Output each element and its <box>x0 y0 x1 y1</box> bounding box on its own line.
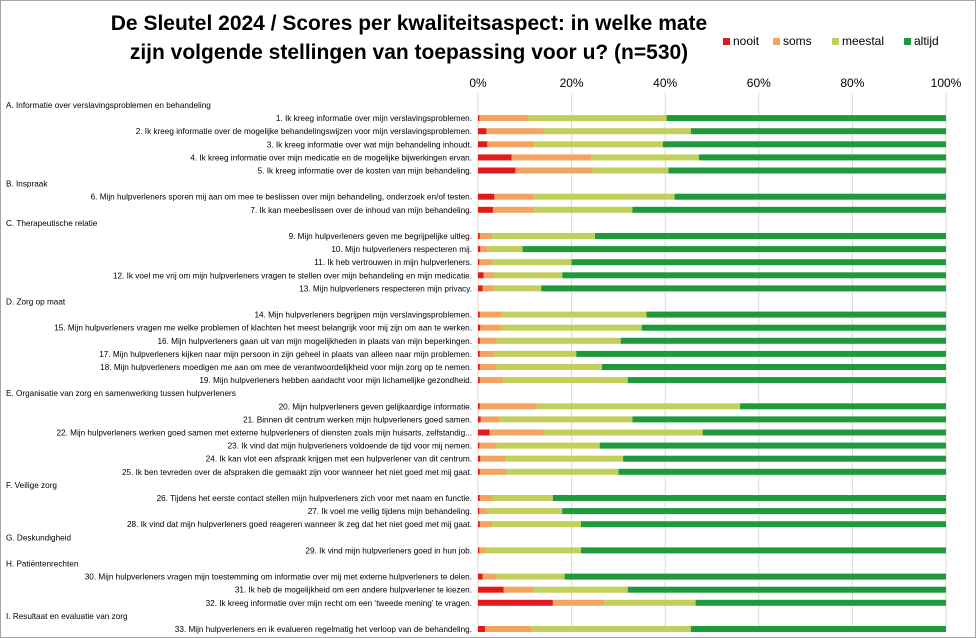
bar-segment-meestal <box>604 600 695 606</box>
bar-segment-soms <box>480 364 497 370</box>
bar-segment-altijd <box>553 495 946 501</box>
item-label: 32. Ik kreeg informatie over mijn recht om een ‘tweede mening’ te vragen. <box>205 598 472 608</box>
bar-segment-altijd <box>621 338 946 344</box>
legend-swatch <box>723 38 730 45</box>
item-label: 14. Mijn hulpverleners begrijpen mijn verslavingsproblemen. <box>254 310 472 320</box>
bar-segment-soms <box>484 272 495 278</box>
bar-segment-meestal <box>504 377 628 383</box>
legend-label: meestal <box>842 34 885 48</box>
item-label: 30. Mijn hulpverleners vragen mijn toestemming om informatie over mij met externe hulpverleners te delen. <box>84 572 472 582</box>
bar-segment-meestal <box>492 495 553 501</box>
bar-segment-nooit <box>478 521 480 527</box>
item-label: 22. Mijn hulpverleners werken goed samen met externe hulpverleners of diensten zoals mijn huisarts, zelfstandig... <box>56 428 472 438</box>
bar-segment-nooit <box>478 430 490 436</box>
bar-segment-soms <box>515 168 592 174</box>
bar-segment-nooit <box>478 626 485 632</box>
x-tick-label: 60% <box>746 76 771 90</box>
bar-segment-meestal <box>487 508 562 514</box>
bar-segment-nooit <box>478 416 481 422</box>
bar-segment-nooit <box>478 194 494 200</box>
bar-segment-altijd <box>740 403 946 409</box>
bar-segment-nooit <box>478 547 479 553</box>
bar-segment-nooit <box>478 128 486 134</box>
bar-segment-nooit <box>478 115 479 121</box>
bar-segment-nooit <box>478 469 480 475</box>
item-label: 15. Mijn hulpverleners vragen me welke problemen of klachten het meest belangrijk voor mij zijn om aan te werken. <box>54 323 472 333</box>
bar-segment-soms <box>479 115 528 121</box>
bar-segment-soms <box>480 351 495 357</box>
section-heading: D. Zorg op maat <box>6 297 66 307</box>
item-label: 16. Mijn hulpverleners gaan uit van mijn mogelijkheden in plaats van mijn beperkingen. <box>157 336 472 346</box>
bar-segment-meestal <box>499 416 632 422</box>
legend-label: soms <box>783 34 812 48</box>
bar-segment-meestal <box>492 259 572 265</box>
bar-segment-meestal <box>497 364 602 370</box>
item-label: 4. Ik kreeg informatie over mijn medicatie en de mogelijke bijwerkingen ervan. <box>190 153 472 163</box>
bar-segment-nooit <box>478 233 480 239</box>
bar-segment-nooit <box>478 259 479 265</box>
bar-segment-soms <box>479 443 496 449</box>
bar-segment-meestal <box>497 338 621 344</box>
bar-segment-meestal <box>494 272 562 278</box>
bar-segment-soms <box>494 194 534 200</box>
bar-segment-soms <box>490 430 544 436</box>
category-labels <box>6 101 472 637</box>
item-label: 20. Mijn hulpverleners geven gelijkaardige informatie. <box>278 402 472 412</box>
bar-segment-meestal <box>532 626 691 632</box>
bar-segment-soms <box>480 456 506 462</box>
item-label: 5. Ik kreeg informatie over de kosten van mijn behandeling. <box>257 166 472 176</box>
bar-segment-altijd <box>576 351 946 357</box>
item-label: 28. Ik vind dat mijn hulpverleners goed reageren wanneer ik zeg dat het niet goed met mij gaat. <box>127 520 472 530</box>
bar-segment-soms <box>483 574 497 580</box>
bar-segment-nooit <box>478 587 504 593</box>
bar-segment-nooit <box>478 456 480 462</box>
bar-segment-nooit <box>478 272 484 278</box>
bar-segments <box>478 115 946 637</box>
bar-segment-nooit <box>478 508 479 514</box>
bar-segment-nooit <box>478 443 479 449</box>
bar-segment-soms <box>480 403 537 409</box>
bar-segment-nooit <box>478 168 515 174</box>
item-label: 12. Ik voel me vrij om mijn hulpverleners vragen te stellen over mijn behandeling en mijn medicatie. <box>112 271 472 281</box>
bar-segment-soms <box>479 259 492 265</box>
bar-segment-altijd <box>642 325 946 331</box>
bar-segment-altijd <box>595 233 946 239</box>
item-label: 33. Mijn hulpverleners en ik evalueren regelmatig het verloop van de behandeling. <box>174 625 472 634</box>
item-label: 6. Mijn hulpverleners sporen mij aan om mee te beslissen over mijn behandeling, onderzoek en/of testen. <box>90 192 472 202</box>
bar-segment-altijd <box>600 443 946 449</box>
chart-title-line-1: De Sleutel 2024 / Scores per kwaliteitsaspect: in welke mate <box>110 12 708 35</box>
bar-segment-nooit <box>478 600 553 606</box>
bar-segment-meestal <box>501 312 646 318</box>
bar-segment-soms <box>493 207 534 213</box>
bar-segment-meestal <box>487 246 522 252</box>
bar-segment-soms <box>480 325 501 331</box>
bar-segment-altijd <box>618 469 946 475</box>
bar-segment-meestal <box>494 285 541 291</box>
item-label: 7. Ik kan meebeslissen over de inhoud van mijn behandeling. <box>250 205 472 215</box>
bar-segment-altijd <box>632 207 946 213</box>
bar-segment-soms <box>485 626 532 632</box>
legend-swatch <box>773 38 780 45</box>
bar-segment-meestal <box>534 207 632 213</box>
bar-segment-nooit <box>478 285 483 291</box>
bar-segment-altijd <box>623 456 946 462</box>
item-label: 9. Mijn hulpverleners geven me begrijpelijke uitleg. <box>288 232 472 241</box>
section-heading: G. Deskundigheid <box>6 533 72 543</box>
bar-segment-nooit <box>478 351 480 357</box>
x-tick-label: 40% <box>653 76 678 90</box>
bar-segment-nooit <box>478 325 480 331</box>
bar-segment-soms <box>480 246 487 252</box>
bar-segment-altijd <box>668 168 946 174</box>
item-label: 26. Tijdens het eerste contact stellen mijn hulpverleners zich voor met naam en functie. <box>156 494 472 503</box>
bar-segment-soms <box>479 508 487 514</box>
item-label: 21. Binnen dit centrum werken mijn hulpverleners goed samen. <box>243 415 472 425</box>
bar-segment-soms <box>512 154 592 160</box>
x-tick-label: 80% <box>840 76 865 90</box>
item-label: 29. Ik vind mijn hulpverleners goed in hun job. <box>305 546 472 556</box>
bar-segment-altijd <box>667 115 946 121</box>
legend-swatch <box>904 38 911 45</box>
bar-segment-soms <box>479 547 485 553</box>
bar-segment-altijd <box>565 574 946 580</box>
bar-segment-soms <box>480 469 506 475</box>
bar-segment-altijd <box>696 600 946 606</box>
bar-segment-nooit <box>478 312 480 318</box>
section-heading: E. Organisatie van zorg en samenwerking tussen hulpverleners <box>6 389 236 399</box>
bar-segment-meestal <box>497 443 600 449</box>
legend-label: altijd <box>914 34 939 48</box>
bar-segment-altijd <box>562 508 946 514</box>
section-heading: A. Informatie over verslavingsproblemen en behandeling <box>6 101 211 110</box>
bar-segment-soms <box>481 416 499 422</box>
item-label: 3. Ik kreeg informatie over wat mijn behandeling inhoudt. <box>266 140 472 150</box>
bar-segment-nooit <box>478 377 480 383</box>
bar-segment-meestal <box>537 403 741 409</box>
bar-segment-meestal <box>534 194 674 200</box>
bar-segment-soms <box>483 285 495 291</box>
chart-legend <box>723 34 939 48</box>
item-label: 2. Ik kreeg informatie over de mogelijke behandelingswijzen voor mijn verslavingsproblemen. <box>135 127 472 137</box>
item-label: 31. Ik heb de mogelijkheid om een andere hulpverlener te kiezen. <box>234 585 472 595</box>
bar-segment-altijd <box>562 272 946 278</box>
bar-segment-altijd <box>691 128 946 134</box>
bar-segment-soms <box>487 141 534 147</box>
bar-segment-meestal <box>544 128 691 134</box>
bar-segment-meestal <box>492 233 595 239</box>
bar-segment-soms <box>480 233 492 239</box>
bar-segment-meestal <box>591 154 699 160</box>
item-label: 10. Mijn hulpverleners respecteren mij. <box>331 245 472 255</box>
bar-segment-nooit <box>478 495 480 501</box>
bar-segment-soms <box>480 377 504 383</box>
x-tick-label: 100% <box>930 76 962 90</box>
legend-label: nooit <box>733 34 760 48</box>
bar-segment-meestal <box>534 141 663 147</box>
bar-segment-soms <box>480 521 492 527</box>
item-label: 19. Mijn hulpverleners hebben aandacht voor mijn lichamelijke gezondheid. <box>199 376 472 386</box>
bar-segment-altijd <box>691 626 946 632</box>
stacked-bar-chart <box>1 1 975 637</box>
bar-segment-nooit <box>478 246 480 252</box>
section-heading: B. Inspraak <box>6 179 48 189</box>
bar-segment-meestal <box>492 521 581 527</box>
bar-segment-nooit <box>478 207 493 213</box>
bar-segment-meestal <box>506 469 618 475</box>
bar-segment-meestal <box>534 587 628 593</box>
bar-segment-altijd <box>646 312 946 318</box>
section-heading: F. Veilige zorg <box>6 480 57 490</box>
bar-segment-meestal <box>485 547 581 553</box>
bar-segment-altijd <box>602 364 946 370</box>
chart-title-line-2: zijn volgende stellingen van toepassing voor u? (n=530) <box>129 41 689 64</box>
bar-segment-altijd <box>628 587 946 593</box>
bar-segment-meestal <box>506 456 623 462</box>
section-heading: C. Therapeutische relatie <box>6 218 98 228</box>
bar-segment-soms <box>553 600 604 606</box>
bar-segment-soms <box>480 338 497 344</box>
item-label: 13. Mijn hulpverleners respecteren mijn privacy. <box>299 284 472 294</box>
bar-segment-meestal <box>501 325 641 331</box>
bar-segment-meestal <box>593 168 669 174</box>
bar-segment-meestal <box>494 351 576 357</box>
item-label: 24. Ik kan vlot een afspraak krijgen met een hulpverlener van dit centrum. <box>205 454 472 464</box>
bar-segment-altijd <box>632 416 946 422</box>
bar-segment-altijd <box>522 246 946 252</box>
item-label: 27. Ik voel me veilig tijdens mijn behandeling. <box>307 507 472 517</box>
bar-segment-altijd <box>675 194 946 200</box>
item-label: 25. Ik ben tevreden over de afspraken die gemaakt zijn voor wanneer het niet goed met mij gaat. <box>122 467 472 477</box>
bar-segment-nooit <box>478 574 483 580</box>
chart-title <box>111 12 707 64</box>
bar-segment-soms <box>480 312 502 318</box>
bar-segment-altijd <box>572 259 946 265</box>
item-label: 1. Ik kreeg informatie over mijn verslavingsproblemen. <box>275 114 472 124</box>
bar-segment-nooit <box>478 338 480 344</box>
bar-segment-soms <box>504 587 534 593</box>
legend-swatch <box>832 38 839 45</box>
section-heading: H. Patiëntenrechten <box>6 559 79 569</box>
bar-segment-meestal <box>497 574 565 580</box>
bar-segment-altijd <box>581 521 946 527</box>
bar-segment-altijd <box>628 377 946 383</box>
bar-segment-soms <box>486 128 543 134</box>
bar-segment-nooit <box>478 141 487 147</box>
bar-segment-altijd <box>663 141 946 147</box>
bar-segment-altijd <box>581 547 946 553</box>
x-tick-label: 0% <box>469 76 487 90</box>
item-label: 23. Ik vind dat mijn hulpverleners voldoende de tijd voor mij nemen. <box>227 441 472 451</box>
bar-segment-meestal <box>544 430 703 436</box>
x-tick-label: 20% <box>559 76 584 90</box>
bar-segment-meestal <box>529 115 667 121</box>
bar-segment-altijd <box>703 430 946 436</box>
item-label: 18. Mijn hulpverleners moedigen me aan om mee de verantwoordelijkheid voor mijn zorg op te nemen. <box>100 363 472 372</box>
bar-segment-soms <box>480 495 492 501</box>
bar-segment-altijd <box>699 154 946 160</box>
bar-segment-nooit <box>478 364 480 370</box>
section-heading: I. Resultaat en evaluatie van zorg <box>6 611 128 621</box>
item-label: 11. Ik heb vertrouwen in mijn hulpverleners. <box>314 258 472 268</box>
bar-segment-nooit <box>478 403 480 409</box>
x-axis-tick-labels <box>469 76 961 90</box>
bar-segment-altijd <box>541 285 946 291</box>
item-label: 17. Mijn hulpverleners kijken naar mijn persoon in zijn geheel in plaats van alleen naar mijn problemen. <box>99 349 472 359</box>
bar-segment-nooit <box>478 154 512 160</box>
